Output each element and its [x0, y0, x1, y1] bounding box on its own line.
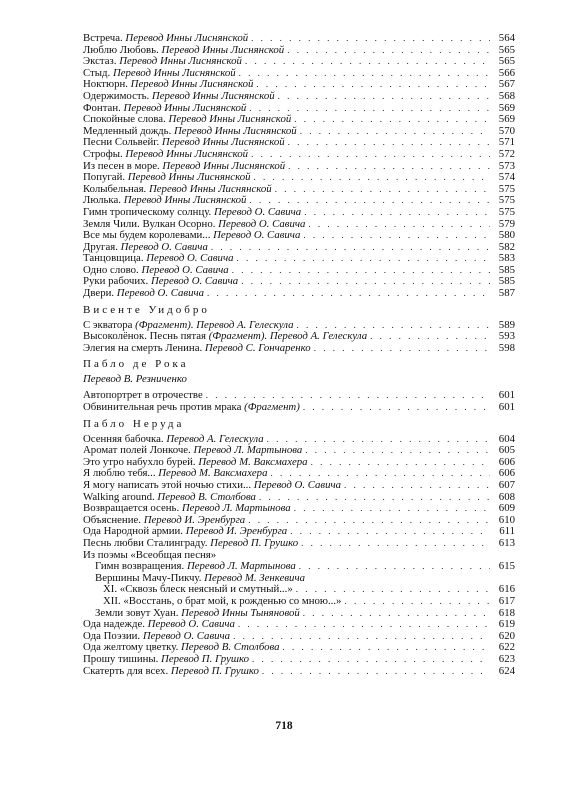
toc-entry — [83, 114, 515, 126]
dot-leader — [207, 288, 490, 300]
toc-entry — [83, 195, 515, 207]
entry-name: Встреча. — [83, 33, 123, 44]
dot-leader — [251, 33, 490, 45]
entry-name: Попугай. — [83, 172, 126, 184]
dot-leader — [308, 219, 490, 231]
entry-translator: Перевод О. Савича — [142, 630, 231, 642]
entry-page-number: 583 — [498, 253, 515, 265]
entry-name: Аромат полей Лонкоче. — [83, 445, 191, 457]
entry-translator: Перевод И. Эренбурга — [185, 526, 288, 538]
entry-translator: Перевод О. Савича — [150, 276, 239, 288]
entry-translator: Перевод О. Савича — [213, 230, 301, 242]
entry-title — [83, 288, 204, 300]
dot-leader — [249, 103, 490, 115]
entry-page-number: 607 — [498, 480, 515, 491]
entry-translator: Перевод О. Савича — [116, 288, 205, 300]
dot-leader — [296, 584, 490, 596]
toc-entry — [83, 56, 515, 68]
entry-translator: Перевод Инны Лиснянской — [161, 137, 285, 149]
entry-title — [83, 265, 229, 277]
entry-page-number: 623 — [498, 653, 515, 665]
entry-translator: Перевод Инны Лиснянской — [125, 148, 249, 160]
entry-page-number: 589 — [498, 319, 515, 331]
dot-leader — [344, 480, 490, 492]
dot-leader — [262, 666, 490, 678]
dot-leader — [370, 331, 490, 343]
toc-entry — [83, 103, 515, 115]
dot-leader — [233, 631, 490, 643]
entry-title — [83, 503, 291, 515]
toc-entry — [83, 343, 515, 355]
toc-entry — [83, 480, 515, 492]
entry-translator: Перевод Инны Лиснянской — [162, 160, 286, 172]
toc-group-canto-general — [83, 561, 515, 619]
entry-name: Люлька. — [83, 195, 122, 207]
toc-entry — [83, 253, 515, 265]
entry-translator: Перевод И. Эренбурга — [143, 514, 246, 526]
toc-entry — [83, 596, 515, 608]
dot-leader — [248, 515, 490, 527]
entry-page-number: 565 — [498, 56, 515, 68]
section-heading-neruda: Пабло Неруда — [83, 417, 185, 430]
entry-translator: (Фрагмент) — [244, 402, 300, 414]
entry-title — [83, 631, 230, 643]
entry-title — [83, 184, 272, 196]
entry-page-number: 579 — [498, 218, 515, 230]
entry-page-number: 575 — [498, 195, 515, 207]
entry-page-number: 569 — [498, 114, 515, 126]
entry-page-number: 605 — [498, 445, 515, 457]
entry-translator: Перевод О. Савича — [146, 253, 234, 265]
entry-page-number: 609 — [498, 503, 515, 515]
toc-entry — [83, 288, 515, 300]
entry-translator: Перевод П. Грушко — [210, 537, 299, 549]
entry-page-number: 571 — [498, 137, 515, 149]
toc-group-mistral — [83, 33, 515, 300]
entry-name: XI. «Сквозь блеск неясный и смутный...» — [103, 584, 293, 596]
toc-entry — [83, 619, 515, 631]
entry-name: Ода желтому цветку. — [83, 642, 179, 654]
dot-leader — [288, 137, 490, 149]
entry-name: Ода Поэзии. — [83, 630, 141, 642]
entry-title — [83, 526, 287, 538]
entry-translator: Перевод П. Грушко — [170, 665, 259, 677]
entry-page-number: 574 — [498, 172, 515, 184]
dot-leader — [239, 68, 490, 80]
entry-title — [83, 457, 308, 469]
entry-name: Обвинительная речь против мрака — [83, 402, 242, 414]
entry-name: Строфы. — [83, 148, 123, 160]
entry-title — [83, 219, 305, 231]
dot-leader — [287, 45, 490, 57]
toc-entry — [83, 631, 515, 643]
entry-translator: Перевод А. Гелескула — [166, 433, 264, 445]
entry-name: Другая. — [83, 241, 118, 253]
entry-name: Медленный дождь. — [83, 125, 172, 137]
entry-page-number: 618 — [498, 607, 515, 619]
entry-name: XII. «Восстань, о брат мой, к рожденью со мною...» — [103, 595, 342, 607]
entry-title — [83, 480, 341, 492]
entry-translator: Перевод О. Савича — [218, 218, 306, 230]
toc-entry — [83, 172, 515, 184]
entry-page-number: 587 — [498, 288, 515, 300]
entry-page-number: 619 — [498, 619, 515, 631]
entry-title — [83, 492, 256, 504]
entry-name: Объяснение. — [83, 514, 141, 526]
toc-entry — [83, 276, 515, 288]
entry-title — [83, 253, 234, 265]
dot-leader — [252, 654, 490, 666]
toc-group-odes — [83, 619, 515, 677]
toc-entry — [83, 445, 515, 457]
dot-leader — [303, 402, 490, 414]
entry-title — [83, 79, 253, 91]
table-of-contents — [83, 33, 515, 677]
entry-title — [83, 172, 251, 184]
entry-translator: Перевод Инны Лиснянской — [161, 44, 285, 56]
entry-page-number: 616 — [498, 584, 515, 596]
entry-page-number: 601 — [498, 390, 515, 402]
entry-title — [83, 390, 203, 402]
entry-name: Прошу тишины. — [83, 653, 159, 665]
entry-page-number: 601 — [498, 402, 515, 414]
entry-name: Фонтан. — [83, 102, 121, 114]
entry-title — [83, 320, 294, 332]
dot-leader — [299, 561, 490, 573]
toc-entry — [83, 91, 515, 103]
entry-title — [83, 149, 248, 161]
entry-page-number: 566 — [498, 67, 515, 79]
entry-translator: Перевод О. Савича — [253, 480, 342, 491]
dot-leader — [278, 91, 490, 103]
entry-page-number: 564 — [498, 33, 515, 44]
entry-translator: Перевод Инны Лиснянской — [148, 183, 272, 195]
entry-translator: Перевод О. Савича — [147, 619, 235, 631]
toc-entry — [83, 230, 515, 242]
entry-page-number: 572 — [498, 148, 515, 160]
entry-translator: (Фрагмент). Перевод А. Гелескула — [208, 331, 368, 343]
toc-entry — [83, 434, 515, 446]
entry-translator: Перевод Инны Лиснянской — [130, 79, 254, 91]
entry-name: Автопортрет в отрочестве — [83, 390, 203, 402]
entry-translator: Перевод Инны Лиснянской — [123, 195, 247, 207]
entry-title — [103, 584, 293, 596]
entry-name: Руки рабочих. — [83, 276, 149, 288]
toc-entry — [83, 137, 515, 149]
entry-page-number: 624 — [498, 665, 515, 677]
entry-title — [95, 573, 305, 585]
toc-entry — [83, 149, 515, 161]
toc-entry — [83, 457, 515, 469]
entry-page-number: 593 — [498, 331, 515, 343]
entry-page-number: 622 — [498, 642, 515, 654]
toc-entry — [83, 265, 515, 277]
entry-translator: Перевод О. Савича — [141, 264, 229, 276]
toc-entry — [83, 468, 515, 480]
entry-name: Скатерть для всех. — [83, 665, 169, 677]
entry-name: Ода надежде. — [83, 619, 145, 631]
entry-title — [83, 103, 246, 115]
entry-title — [83, 331, 367, 343]
entry-title — [95, 561, 296, 573]
toc-entry — [83, 538, 515, 550]
entry-title — [83, 68, 236, 80]
entry-title — [83, 137, 285, 149]
entry-name: Земли зовут Хуан. — [95, 607, 179, 619]
dot-leader — [237, 253, 491, 265]
poem-heading: Из поэмы «Всеобщая песня» — [83, 548, 217, 561]
entry-title — [83, 619, 235, 631]
toc-entry — [83, 126, 515, 138]
entry-title — [95, 608, 300, 620]
entry-name: Все мы будем королевами... — [83, 230, 211, 242]
entry-title — [83, 445, 302, 457]
toc-entry — [83, 320, 515, 332]
toc-entry — [83, 561, 515, 573]
entry-page-number: 598 — [498, 342, 515, 354]
entry-title — [103, 596, 341, 608]
entry-name: Колыбельная. — [83, 183, 147, 195]
entry-translator: (Фрагмент). Перевод А. Гелескула — [135, 319, 294, 331]
page-number: 718 — [275, 720, 293, 732]
entry-title — [83, 434, 264, 446]
toc-entry — [83, 45, 515, 57]
entry-translator: Перевод Инны Лиснянской — [112, 67, 236, 79]
entry-translator: Перевод М. Зенкевича — [204, 572, 305, 584]
entry-name: Танцовщица. — [83, 253, 144, 265]
toc-entry — [83, 219, 515, 231]
entry-page-number: 608 — [498, 491, 515, 503]
entry-translator: Перевод Инны Лиснянской — [119, 56, 242, 68]
entry-page-number: 575 — [498, 183, 515, 195]
entry-name: Вершины Мачу-Пикчу. — [95, 572, 202, 584]
toc-entry — [83, 584, 515, 596]
dot-leader — [249, 195, 490, 207]
entry-page-number: 568 — [498, 90, 515, 102]
toc-entry — [83, 515, 515, 527]
entry-name: Ноктюрн. — [83, 79, 128, 91]
dot-leader — [301, 538, 490, 550]
entry-translator: Перевод Л. Мартынова — [193, 445, 303, 457]
entry-translator: Перевод Инны Лиснянской — [168, 114, 292, 126]
entry-translator: Перевод Инны Лиснянской — [123, 102, 247, 114]
dot-leader — [254, 172, 490, 184]
entry-page-number: 615 — [498, 561, 515, 573]
entry-translator: Перевод Инны Тыняновой — [181, 607, 300, 619]
dot-leader — [238, 619, 490, 631]
dot-leader — [344, 596, 490, 608]
entry-title — [83, 230, 300, 242]
section-heading-de-rokha: Пабло де Рока — [83, 358, 189, 371]
entry-title — [83, 56, 242, 68]
entry-name: Одержимость. — [83, 90, 150, 102]
dot-leader — [300, 126, 490, 138]
entry-translator: Перевод Л. Мартынова — [186, 561, 296, 573]
entry-title — [83, 468, 267, 480]
entry-name: Песнь любви Сталинграду. — [83, 537, 208, 549]
toc-group-huidobro — [83, 320, 515, 355]
entry-translator: Перевод С. Гончаренко — [204, 342, 311, 354]
toc-entry — [83, 642, 515, 654]
translator-line: Перевод В. Резниченко — [83, 373, 187, 386]
toc-entry — [83, 79, 515, 91]
toc-entry — [83, 207, 515, 219]
entry-name: Песни Сольвейг. — [83, 137, 160, 149]
toc-entry — [83, 161, 515, 173]
entry-page-number: 606 — [498, 456, 515, 468]
entry-name: Элегия на смерть Ленина. — [83, 342, 203, 354]
entry-translator: Перевод М. Ваксмахера — [158, 468, 268, 480]
entry-translator: Перевод В. Столбова — [157, 491, 256, 503]
entry-name: Высоколёнок. Песнь пятая — [83, 331, 207, 343]
toc-entry — [83, 68, 515, 80]
entry-name: Возвращается осень. — [83, 503, 180, 515]
section-heading-huidobro: Висенте Уидобро — [83, 303, 210, 316]
toc-entry — [83, 33, 515, 45]
entry-name: С экватора — [83, 319, 133, 331]
entry-name: Одно слово. — [83, 264, 139, 276]
entry-page-number: 570 — [498, 125, 515, 137]
dot-leader — [206, 390, 490, 402]
entry-name: Я люблю тебя... — [83, 468, 156, 480]
entry-translator: Перевод О. Савича — [120, 241, 208, 253]
entry-translator: Перевод О. Савича — [213, 206, 302, 218]
entry-title — [83, 207, 301, 219]
entry-translator: Перевод Инны Лиснянской — [125, 33, 249, 44]
toc-entry — [83, 654, 515, 666]
entry-page-number: 580 — [498, 230, 515, 242]
dot-leader — [290, 526, 490, 538]
toc-entry — [83, 608, 515, 620]
toc-entry — [83, 666, 515, 678]
entry-page-number: 606 — [498, 468, 515, 480]
dot-leader — [283, 642, 490, 654]
toc-entry — [83, 184, 515, 196]
entry-translator: Перевод Л. Мартынова — [181, 503, 291, 515]
entry-page-number: 620 — [498, 630, 515, 642]
entry-title — [83, 161, 285, 173]
entry-name: Стыд. — [83, 67, 111, 79]
dot-leader — [294, 114, 490, 126]
dot-leader — [211, 242, 490, 254]
entry-page-number: 610 — [498, 514, 515, 526]
entry-name: Спокойные слова. — [83, 114, 166, 126]
dot-leader — [275, 184, 490, 196]
entry-name: Это утро набухло бурей. — [83, 456, 196, 468]
entry-title — [83, 242, 208, 254]
entry-name: Walking around. — [83, 491, 155, 503]
entry-translator: Перевод Инны Лиснянской — [173, 125, 297, 137]
entry-page-number: 573 — [498, 160, 515, 172]
entry-title — [83, 114, 291, 126]
toc-entry — [83, 242, 515, 254]
entry-translator: Перевод М. Ваксмахера — [198, 456, 308, 468]
dot-leader — [251, 149, 490, 161]
entry-title — [83, 642, 280, 654]
dot-leader — [241, 276, 490, 288]
toc-entry — [83, 526, 515, 538]
entry-page-number: 565 — [498, 44, 515, 56]
dot-leader — [303, 608, 490, 620]
entry-page-number: 604 — [498, 433, 515, 445]
entry-title — [83, 666, 259, 678]
entry-page-number: 582 — [498, 241, 515, 253]
entry-title — [83, 91, 275, 103]
entry-name: Ода Народной армии. — [83, 526, 183, 538]
toc-entry — [83, 492, 515, 504]
toc-group-de-rokha — [83, 390, 515, 413]
entry-name: Я могу написать этой ночью стихи... — [83, 480, 252, 491]
entry-title — [83, 276, 238, 288]
entry-page-number: 613 — [498, 537, 515, 549]
entry-name: Осенняя бабочка. — [83, 433, 164, 445]
entry-title — [83, 515, 245, 527]
dot-leader — [245, 56, 490, 68]
toc-group-neruda — [83, 434, 515, 550]
toc-entry — [83, 331, 515, 343]
entry-name: Земля Чили. Вулкан Осорно. — [83, 218, 216, 230]
entry-name: Гимн возвращения. — [95, 561, 185, 573]
entry-title — [83, 343, 311, 355]
dot-leader — [304, 207, 490, 219]
entry-title — [83, 402, 300, 414]
entry-page-number: 585 — [498, 276, 515, 288]
entry-title — [83, 45, 284, 57]
dot-leader — [311, 457, 490, 469]
entry-name: Гимн тропическому солнцу. — [83, 206, 212, 218]
dot-leader — [256, 79, 490, 91]
entry-title — [83, 654, 249, 666]
entry-translator: Перевод Инны Лиснянской — [127, 172, 251, 184]
entry-name: Люблю Любовь. — [83, 44, 159, 56]
toc-entry — [83, 402, 515, 414]
toc-entry — [83, 390, 515, 402]
dot-leader — [270, 468, 490, 480]
entry-title — [83, 538, 298, 550]
dot-leader — [297, 320, 490, 332]
dot-leader — [232, 265, 490, 277]
entry-page-number: 617 — [498, 595, 515, 607]
dot-leader — [288, 161, 490, 173]
dot-leader — [305, 445, 490, 457]
entry-page-number: 575 — [498, 206, 515, 218]
entry-page-number: 611 — [499, 526, 515, 538]
entry-translator: Перевод В. Столбова — [180, 642, 280, 654]
dot-leader — [303, 230, 490, 242]
toc-entry — [83, 503, 515, 515]
entry-page-number: 567 — [498, 79, 515, 91]
entry-translator: Перевод П. Грушко — [161, 653, 250, 665]
dot-leader — [294, 503, 490, 515]
entry-name: Экстаз. — [83, 56, 117, 68]
entry-title — [83, 33, 248, 45]
entry-name: Двери. — [83, 288, 115, 300]
dot-leader — [267, 434, 490, 446]
dot-leader — [259, 492, 490, 504]
toc-entry — [83, 573, 515, 585]
entry-translator: Перевод Инны Лиснянской — [151, 90, 275, 102]
entry-title — [83, 126, 297, 138]
entry-page-number: 585 — [498, 264, 515, 276]
entry-title — [83, 195, 246, 207]
entry-name: Из песен в море. — [83, 160, 160, 172]
dot-leader — [314, 343, 490, 355]
entry-page-number: 569 — [498, 102, 515, 114]
